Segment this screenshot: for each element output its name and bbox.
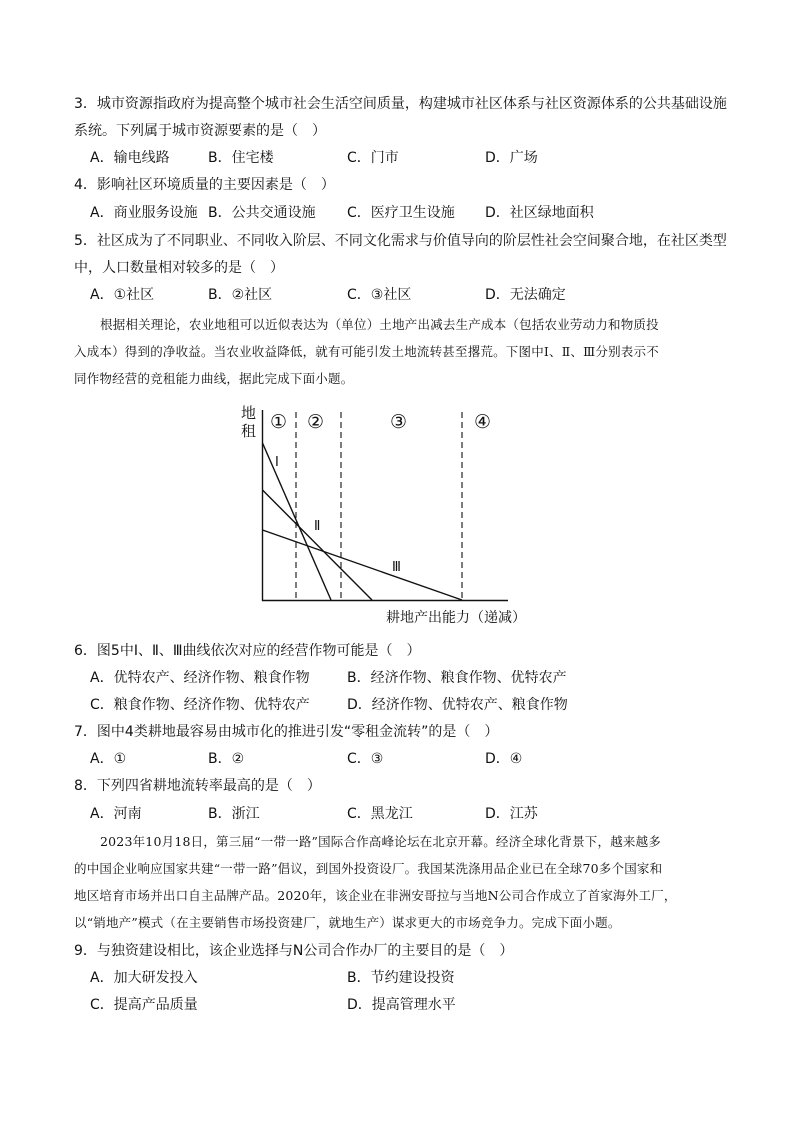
question-3-stem-line-2: 系统。下列属于城市资源要素的是（ ） (74, 123, 326, 139)
curve-1 (263, 443, 332, 600)
question-7-option-a: A．① (90, 751, 127, 767)
zone-label-2: ② (307, 411, 325, 433)
question-4-option-b: B．公共交通设施 (208, 205, 316, 221)
rent-curve-figure (230, 398, 570, 630)
question-9-option-a: A．加大研发投入 (90, 970, 198, 986)
question-6-stem: 6．图5中Ⅰ、Ⅱ、Ⅲ曲线依次对应的经营作物可能是（ ） (74, 643, 421, 659)
question-5-option-b: B．②社区 (208, 287, 273, 303)
passage-1-line-2: 入成本）得到的净收益。当农业收益降低，就有可能引发土地流转甚至撂荒。下图中Ⅰ、Ⅱ、Ⅲ分别表示不 (74, 344, 659, 359)
question-5-stem-line-2: 中，人口数量相对较多的是（ ） (74, 260, 284, 276)
curve-label-3: Ⅲ (392, 560, 401, 575)
question-5-option-c: C．③社区 (347, 287, 412, 303)
question-3-option-b: B．住宅楼 (208, 150, 274, 166)
question-3-option-c: C．门市 (347, 150, 399, 166)
zone-label-3: ③ (390, 411, 408, 433)
question-7-option-c: C．③ (347, 751, 384, 767)
y-axis-label-1: 地 (241, 404, 257, 422)
question-8-option-d: D．江苏 (485, 806, 538, 822)
curve-2 (263, 490, 373, 600)
passage-2-line-2: 的中国企业响应国家共建“一带一路”倡议，到国外投资设厂。我国某洗涤用品企业已在全球70多个国家和 (74, 861, 663, 876)
question-9-stem: 9．与独资建设相比，该企业选择与N公司合作办厂的主要目的是（ ） (74, 943, 514, 959)
y-axis-label-2: 租 (241, 422, 257, 440)
question-6-option-c: C．粮食作物、经济作物、优特农产 (90, 697, 310, 713)
question-8-stem: 8．下列四省耕地流转率最高的是（ ） (74, 778, 321, 794)
question-5-stem-line-1: 5．社区成为了不同职业、不同收入阶层、不同文化需求与价值导向的阶层性社会空间聚合地，在社区类型 (74, 233, 727, 249)
question-3-stem-line-1: 3．城市资源指政府为提高整个城市社会生活空间质量，构建城市社区体系与社区资源体系的公共基础设施 (74, 96, 727, 112)
question-9-option-b: B．节约建设投资 (347, 970, 455, 986)
passage-2-line-3: 地区培育市场并出口自主品牌产品。2020年，该企业在非洲安哥拉与当地N公司合作成立了首家海外工厂， (74, 888, 677, 903)
curve-label-2: Ⅱ (314, 519, 321, 534)
question-3-option-d: D．广场 (485, 150, 538, 166)
question-7-option-d: D．④ (485, 751, 523, 767)
question-6-option-a: A．优特农产、经济作物、粮食作物 (90, 670, 310, 686)
question-8-option-a: A．河南 (90, 806, 142, 822)
question-3-option-a: A．输电线路 (90, 150, 170, 166)
question-6-option-b: B．经济作物、粮食作物、优特农产 (347, 670, 567, 686)
question-4-option-d: D．社区绿地面积 (485, 205, 594, 221)
x-axis-label: 耕地产出能力（递减） (386, 610, 526, 626)
question-4-option-c: C．医疗卫生设施 (347, 205, 455, 221)
question-9-option-d: D．提高管理水平 (347, 997, 456, 1013)
question-7-option-b: B．② (208, 751, 245, 767)
passage-2-line-1: 2023年10月18日，第三届“一带一路”国际合作高峰论坛在北京开幕。经济全球化背景下，越来越多 (100, 834, 662, 849)
curve-label-1: Ⅰ (275, 455, 279, 470)
question-8-option-b: B．浙江 (208, 806, 260, 822)
passage-1-line-3: 同作物经营的竞租能力曲线，据此完成下面小题。 (74, 371, 354, 386)
question-5-option-d: D．无法确定 (485, 287, 566, 303)
question-6-option-d: D．经济作物、优特农产、粮食作物 (347, 697, 568, 713)
passage-2-line-4: 以“销地产”模式（在主要销售市场投资建厂，就地生产）谋求更大的市场竞争力。完成下面小题。 (74, 915, 621, 930)
question-4-option-a: A．商业服务设施 (90, 205, 198, 221)
question-9-option-c: C．提高产品质量 (90, 997, 198, 1013)
zone-label-4: ④ (474, 411, 492, 433)
question-8-option-c: C．黑龙江 (347, 806, 413, 822)
zone-label-1: ① (270, 411, 288, 433)
question-5-option-a: A．①社区 (90, 287, 155, 303)
question-7-stem: 7．图中4类耕地最容易由城市化的推进引发“零租金流转”的是（ ） (74, 724, 499, 740)
question-4-stem: 4．影响社区环境质量的主要因素是（ ） (74, 177, 335, 193)
passage-1-line-1: 根据相关理论，农业地租可以近似表达为（单位）土地产出减去生产成本（包括农业劳动力和物质投 (100, 317, 659, 332)
